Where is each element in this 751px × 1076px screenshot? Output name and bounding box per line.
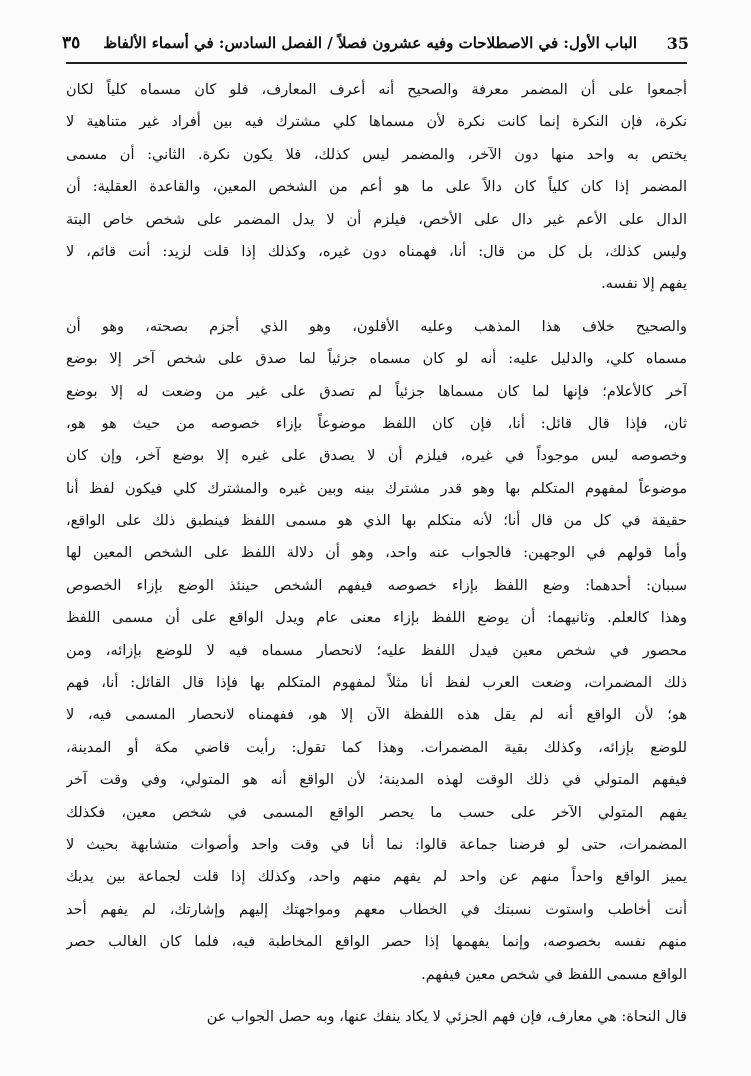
text-line: منهم نفسه بخصوصه، وإنما يفهمها إذا حصر الواقع المخاطبة فيه، فلما كان الغالب حصر — [66, 934, 687, 951]
text-line: نكرة، فإن النكرة إنما كانت نكرة لأن مسماها كلي مشترك فيه بين أفراد غير متناهية لا — [66, 114, 687, 131]
text-line: محصور في شخص معين فيدل اللفظ عليه؛ لانحصار مسماه فيه لا للوضع بإزائه، ومن — [66, 642, 687, 659]
text-line: فيفهم المتولي في ذلك الوقت لهذه المدينة؛ لأن الواقع أنه هو المتولي، وفي وقت آخر — [66, 772, 687, 789]
text-line: يفهم إلا نفسه. — [601, 276, 687, 293]
text-line: قال النحاة: هي معارف، فإن فهم الجزئي لا يكاد ينفك عنها، وبه حصل الجواب عن — [206, 1008, 687, 1025]
paragraph — [66, 1001, 687, 1033]
text-line: للوضع بإزائه، وكذلك بقية المضمرات. وهذا كما تقول: رأيت قاضي مكة أو المدينة، — [66, 739, 687, 756]
text-line: يفهم المتولي الآخر على حسب ما يحصر الواقع المسمى في شخص معين، فكذلك — [66, 804, 687, 821]
text-line: سببان: أحدهما: وضع اللفظ بإزاء خصوصه فيفهم الشخص حينئذ الوضع بإزاء الخصوص — [66, 577, 687, 594]
text-line: هو؛ لأن الواقع أنه لم يقل هذه اللفظة الآن إلا هو، ففهمناه لانحصار المسمى فيه، لا — [66, 707, 687, 724]
text-line: ذلك المضمرات، وضعت العرب لفظ أنا مثلاً لمفهوم المتكلم بها فإذا قال القائل: أنا، فهم — [66, 675, 687, 692]
text-line: حقيقة في كل من قال أنا؛ لأنه متكلم بها الذي هو مسمى اللفظ فينطبق ذلك على الواقع، — [66, 513, 687, 530]
text-line: ثان، فإذا قال قائل: أنا، فإن كان اللفظ موضوعاً بإزاء خصوصه من حيث هو هو، — [66, 415, 687, 432]
text-line: وأما قولهم في الوجهين: فالجواب عنه واحد، وهو أن دلالة اللفظ على الشخص المعين لها — [66, 545, 687, 562]
text-line: يميز الواقع واحداً منهم عن واحد لم يفهم منهم واحد، وكذلك إذا قلت لجماعة بين يديك — [66, 869, 687, 886]
text-line: آخر كالأعلام؛ فإنها لما كان مسماها جزئياً لم تصدق على غير من وضعت له إلا بوضع — [66, 383, 687, 400]
page-number-arabic: ٣٥ — [62, 33, 81, 53]
page-body — [66, 74, 687, 1033]
page-number-latin: 35 — [666, 34, 689, 53]
paragraph — [66, 311, 687, 991]
text-line: مسماه كلي، والدليل عليه: أنه لو كان مسماه جزئياً لما صدق على شخص آخر إلا بوضع — [66, 351, 687, 368]
header-rule — [66, 62, 687, 64]
text-line: أنت أخاطب واستوت نسبتك في الخطاب معهم ومواجهتك إليهم وإشارتك، لم يفهم أحد — [66, 901, 687, 918]
text-line: وهذا كالعلم. وثانيهما: أن يوضع اللفظ بإزاء معنى عام ويدل الواقع على أن مسمى اللفظ — [66, 610, 687, 627]
text-line: المضمرات، حتى لو فرضنا جماعة قالوا: نما أنا في وقت واحد وأصوات متشابهة بحيث لا — [66, 836, 687, 853]
running-header — [62, 30, 689, 64]
paragraph — [66, 74, 687, 301]
text-line: يختص به واحد منها دون الآخر، والمضمر ليس كذلك، فلا يكون نكرة. الثاني: أن مسمى — [66, 146, 687, 163]
text-line: أجمعوا على أن المضمر معرفة والصحيح أنه أعرف المعارف، فلو كان مسماه كلياً لكان — [66, 82, 687, 98]
text-line: موضوعاً لمفهوم المتكلم بها وهو قدر مشترك بينه وبين غيره والمشترك كلي فيكون لفظ أنا — [66, 480, 687, 497]
text-line: وخصوصه ليس موجوداً في غيره، فيلزم أن لا يصدق على غيره إلا بوضع آخر، وإن كان — [66, 448, 687, 465]
text-line: الواقع مسمى اللفظ في شخص معين فيفهم. — [421, 966, 687, 983]
running-title: الباب الأول: في الاصطلاحات وفيه عشرون فصلاً / الفصل السادس: في أسماء الألفاظ — [103, 34, 637, 52]
text-line: والصحيح خلاف هذا المذهب وعليه الأقلون، وهو الذي أجزم بصحته، وهو أن — [66, 318, 687, 335]
text-line: الدال على الأعم غير دال على الأخص، فيلزم أن لا يدل المضمر على شخص خاص البتة — [66, 211, 687, 228]
text-line: المضمر إذا كان كلياً كان دالاً على ما هو أعم من الشخص المعين، والقاعدة العقلية: أن — [66, 179, 687, 196]
text-line: وليس كذلك، بل كل من قال: أنا، فهمناه دون غيره، وكذلك إذا قلت لزيد: أنت قائم، لا — [66, 243, 687, 260]
